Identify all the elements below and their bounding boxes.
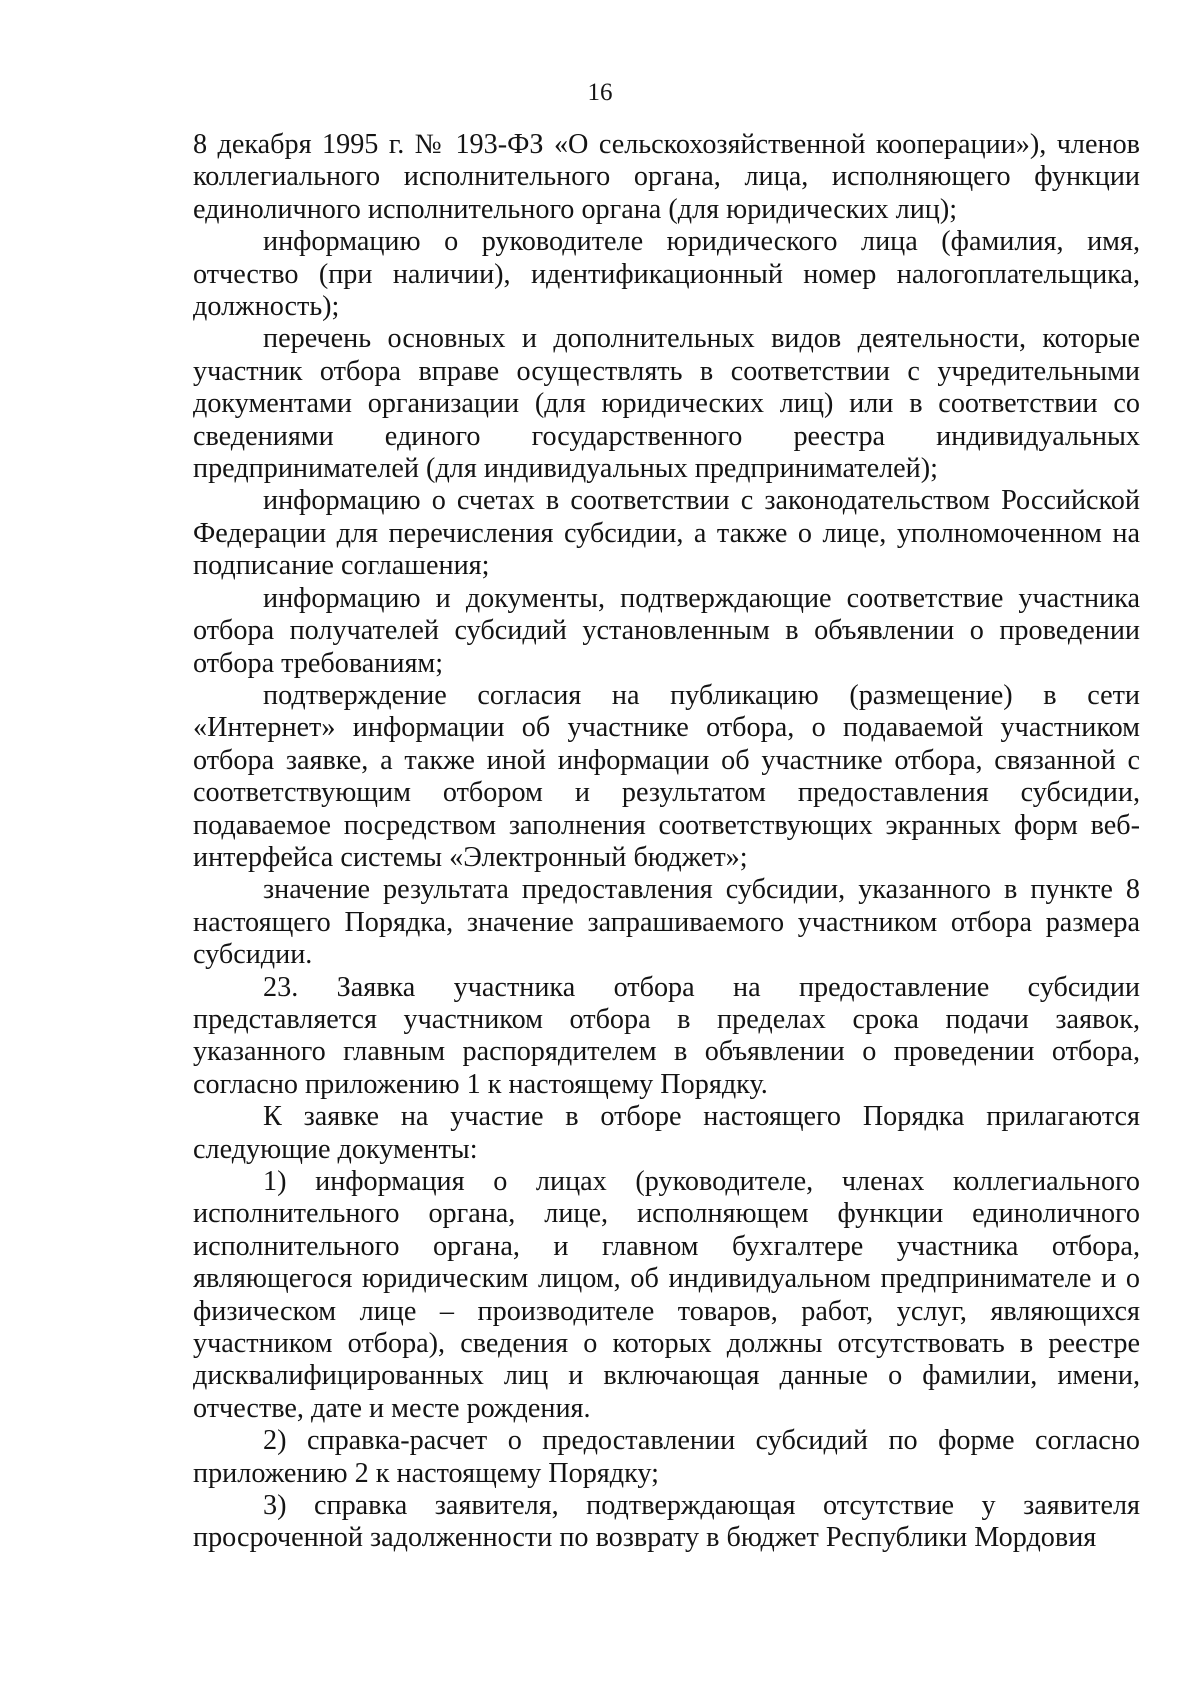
list-item-1: 1) информация о лицах (руководителе, членах коллегиального исполнительного органа, лице, исполняющем функции единоличного исполнительного органа, и главном бухгалтере участника отбора, являющегося юридическим лицом, об индивидуальном предпринимателе и о физическом лице – производителе товаров, работ, услуг, являющихся участником отбора), сведения о которых должны отсутствовать в реестре дисквалифицированных лиц и включающая данные о фамилии, имени, отчестве, дате и месте рождения. bbox=[193, 1166, 1140, 1424]
paragraph-compliance-docs: информацию и документы, подтверждающие соответствие участника отбора получателей субсидий установленным в объявлении о проведении отбора требованиям; bbox=[193, 582, 1140, 679]
page-number: 16 bbox=[587, 79, 613, 106]
list-item-3: 3) справка заявителя, подтверждающая отсутствие у заявителя просроченной задолженности по возврату в бюджет Республики Мордовия bbox=[193, 1490, 1140, 1554]
paragraph-continuation: 8 декабря 1995 г. № 193-ФЗ «О сельскохозяйственной кооперации»), членов коллегиального исполнительного органа, лица, исполняющего функции единоличного исполнительного органа (для юридических лиц); bbox=[193, 129, 1140, 225]
paragraph-result-value: значение результата предоставления субсидии, указанного в пункте 8 настоящего Порядка, значение запрашиваемого участником отбора размера субсидии. bbox=[193, 874, 1140, 971]
paragraph-clause-23: 23. Заявка участника отбора на предоставление субсидии представляется участником отбора в пределах срока подачи заявок, указанного главным распорядителем в объявлении о проведении отбора, согласно приложению 1 к настоящему Порядку. bbox=[193, 971, 1140, 1100]
paragraph-activities: перечень основных и дополнительных видов деятельности, которые участник отбора вправе осуществлять в соответствии с учредительными документами организации (для юридических лиц) или в соответствии со сведениями единого государственного реестра индивидуальных предпринимателей (для индивидуальных предпринимателей); bbox=[193, 323, 1140, 485]
paragraph-accounts: информацию о счетах в соответствии с законодательством Российской Федерации для перечисления субсидии, а также о лице, уполномоченном на подписание соглашения; bbox=[193, 485, 1140, 582]
document-body bbox=[193, 129, 1140, 1555]
paragraph-attachments-intro: К заявке на участие в отборе настоящего Порядка прилагаются следующие документы: bbox=[193, 1101, 1140, 1165]
list-item-2: 2) справка-расчет о предоставлении субсидий по форме согласно приложению 2 к настоящему Порядку; bbox=[193, 1425, 1140, 1489]
paragraph-publication-consent: подтверждение согласия на публикацию (размещение) в сети «Интернет» информации об участнике отбора, о подаваемой участником отбора заявке, а также иной информации об участнике отбора, связанной с соответствующим отбором и результатом предоставления субсидии, подаваемое посредством заполнения соответствующих экранных форм веб-интерфейса системы «Электронный бюджет»; bbox=[193, 679, 1140, 873]
paragraph-head-info: информацию о руководителе юридического лица (фамилия, имя, отчество (при наличии), идентификационный номер налогоплательщика, должность); bbox=[193, 226, 1140, 323]
